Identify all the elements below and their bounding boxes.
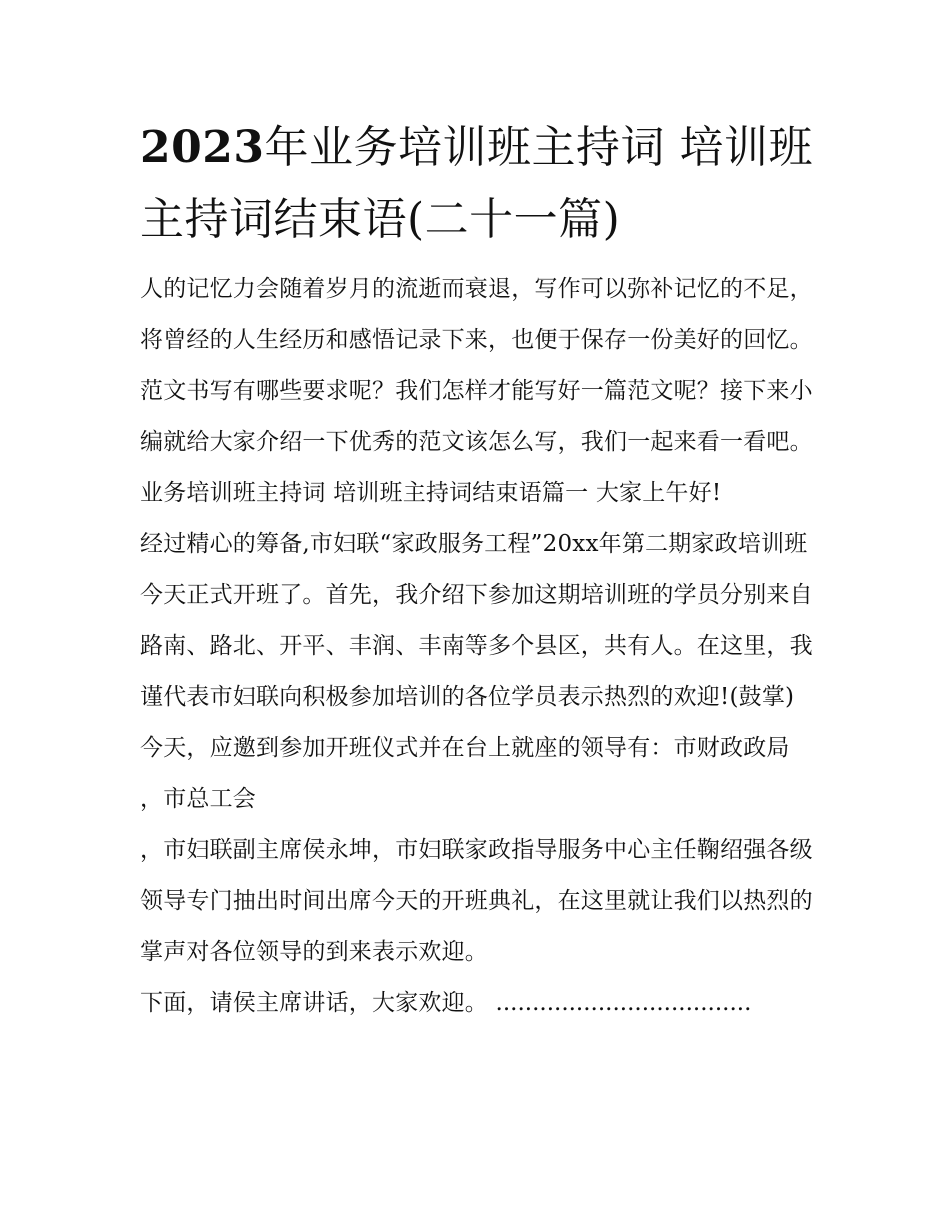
title-year: 2023: [140, 122, 265, 173]
section-heading: 业务培训班主持词 培训班主持词结束语篇一 大家上午好!: [140, 480, 722, 506]
title-text: 年业务培训班主持词 培训班主持词结束语(二十一篇): [140, 122, 813, 245]
body-paragraph-opening: 经过精心的筹备,市妇联“家政服务工程”20xx年第二期家政培训班今天正式开班了。首先，我介绍下参加这期培训班的学员分别来自路南、路北、开平、丰润、丰南等多个县区，共有人。在这里，我谨代表市妇联向积极参加培训的各位学员表示热烈的欢迎!(鼓掌) 今天，应邀到参加开班仪式并在台上就座的领导有：市财政政局 ，市总工会: [140, 531, 813, 812]
closing-text: 下面，请侯主席讲话，大家欢迎。: [140, 990, 488, 1016]
body-paragraph-leaders: ，市妇联副主席侯永坤，市妇联家政指导服务中心主任鞠绍强各级领导专门抽出时间出席今天的开班典礼，在这里就让我们以热烈的掌声对各位领导的到来表示欢迎。: [140, 837, 813, 965]
intro-paragraph: 人的记忆力会随着岁月的流逝而衰退，写作可以弥补记忆的不足，将曾经的人生经历和感悟记录下来，也便于保存一份美好的回忆。范文书写有哪些要求呢？我们怎样才能写好一篇范文呢？接下来小编就给大家介绍一下优秀的范文该怎么写，我们一起来看一看吧。: [140, 276, 813, 455]
body-paragraph-closing: [140, 978, 820, 1029]
document-title: [140, 112, 820, 256]
ellipsis-leader: ...................................: [495, 990, 752, 1016]
